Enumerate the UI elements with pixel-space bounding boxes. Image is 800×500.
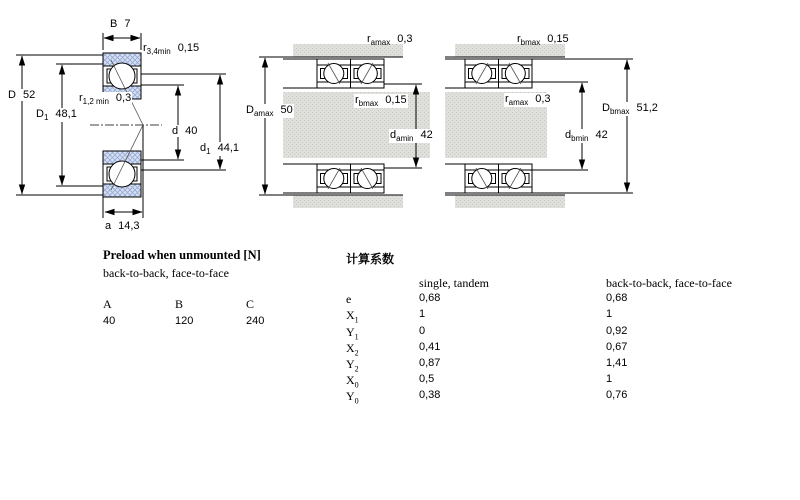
dim-label-rbmax-a: $r_{bmax}$ 0,15 (355, 94, 407, 109)
dim-label-r12: $r_{1,2 min}$ 0,3 (79, 92, 132, 107)
factor-row-label: $Y_0$ (346, 389, 359, 406)
arrangement-b-figure (445, 44, 633, 208)
factor-row-label: e (346, 292, 352, 307)
factor-row-label: $X_0$ (346, 373, 359, 390)
factor-value: 0,67 (606, 340, 628, 353)
factor-value: 1 (606, 308, 613, 321)
bearing-pair-bottom (465, 164, 532, 193)
factor-value: 1 (419, 308, 426, 321)
bearing-top-section (103, 53, 143, 125)
dim-label-Damax: $D_{amax}$ 50 (246, 104, 293, 119)
bearing-ball (109, 63, 135, 89)
preload-value: 120 (175, 315, 194, 327)
preload-value: 40 (103, 315, 116, 327)
factor-value: 0,38 (419, 389, 441, 402)
factor-value: 0,68 (606, 292, 628, 305)
dim-label-damin: $d_{amin}$ 42 (390, 129, 433, 144)
factor-row-label: $X_1$ (346, 308, 359, 325)
factors-title: 计算系数 (346, 252, 395, 266)
dim-label-rbmax-b: $r_{bmax}$ 0,15 (517, 33, 569, 48)
calculation-factors-table (346, 250, 786, 406)
preload-grid (103, 297, 333, 327)
dim-label-ramax-b: $r_{amax}$ 0,3 (505, 93, 551, 108)
factor-value: 0,68 (419, 292, 441, 305)
dim-label-ramax-a: $r_{amax}$ 0,3 (367, 33, 413, 48)
preload-value: 240 (246, 315, 265, 327)
factor-value: 0,76 (606, 389, 628, 402)
dim-label-B: B 7 (110, 18, 131, 30)
bearing-pair-top (465, 59, 532, 88)
factor-value: 0,87 (419, 356, 441, 369)
preload-title: Preload when unmounted [N] (103, 248, 261, 262)
arrangement-a-figure (259, 44, 430, 208)
factors-col1-header: single, tandem (419, 276, 489, 290)
preload-subtitle: back-to-back, face-to-face (103, 266, 229, 280)
preload-col-header: B (175, 297, 184, 311)
dim-label-d: d 40 (172, 125, 198, 137)
dim-label-d1: $d_1$ 44,1 (200, 142, 239, 157)
factors-grid (346, 276, 786, 406)
bearing-bottom-section (103, 125, 143, 197)
dim-label-D1: $D_1$ 48,1 (36, 108, 77, 123)
factor-row-label: $Y_1$ (346, 324, 359, 341)
factor-value: 0,41 (419, 340, 441, 353)
dim-label-dbmin: $d_{bmin}$ 42 (565, 129, 608, 144)
dim-label-a: a 14,3 (105, 220, 140, 232)
dim-label-D: D 52 (8, 89, 36, 101)
dim-label-Dbmax: $D_{bmax}$ 51,2 (602, 102, 658, 117)
factor-row-label: $X_2$ (346, 340, 359, 358)
factor-value: 0,92 (606, 324, 628, 337)
factor-value: 0 (419, 324, 426, 337)
factor-value: 0,5 (419, 373, 435, 386)
preload-col-header: A (103, 297, 112, 311)
preload-table (103, 248, 333, 327)
dim-label-r34: $r_{3,4min}$ 0,15 (143, 42, 200, 57)
bearing-ball (109, 161, 135, 187)
factors-col2-header: back-to-back, face-to-face (606, 276, 732, 290)
bearing-pair-bottom (317, 164, 384, 193)
housing-shoulder (455, 195, 565, 208)
housing-shoulder (293, 195, 403, 208)
bearing-pair-top (317, 59, 384, 88)
factor-row-label: $Y_2$ (346, 356, 359, 374)
factor-value: 1 (606, 373, 613, 386)
factor-value: 1,41 (606, 356, 628, 369)
preload-col-header: C (246, 297, 255, 311)
